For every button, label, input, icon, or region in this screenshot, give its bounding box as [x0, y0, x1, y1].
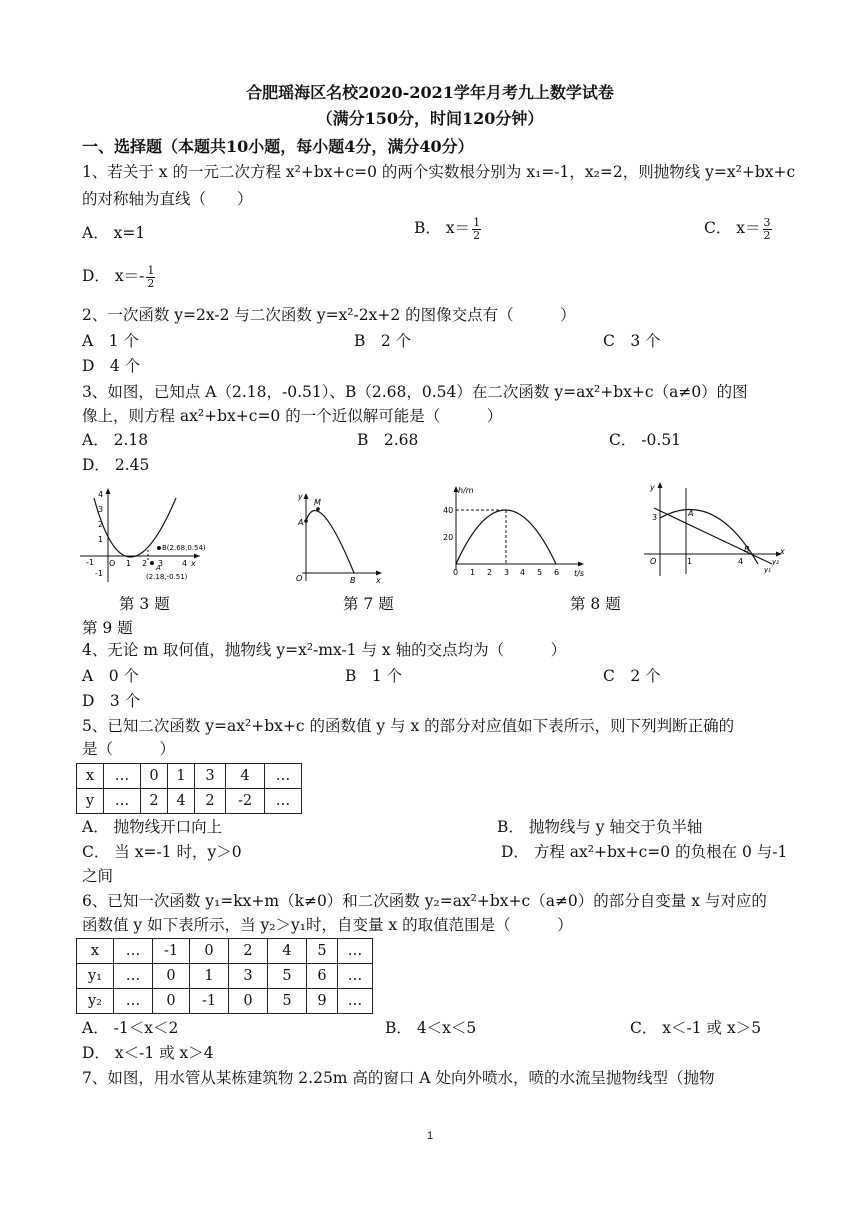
f9-xtick-1: 1 — [687, 557, 693, 566]
f3-x-label: x — [191, 559, 196, 568]
f9-point-b: B — [744, 545, 750, 554]
f3-xtick-3: 3 — [158, 559, 164, 568]
f8-xtick-5: 5 — [537, 568, 543, 577]
q6-value-table — [76, 938, 373, 1014]
f7-y-label: y — [298, 492, 303, 501]
f8-ytick-20: 20 — [443, 533, 454, 542]
q1-option-a: A． x=1 — [82, 224, 146, 242]
q5-option-d: D． 方程 ax²+bx+c=0 的负根在 0 与-1 — [501, 843, 788, 861]
table-cell: 0 — [153, 989, 190, 1014]
f3-ytick-3: 3 — [98, 505, 104, 514]
q1-stem-line2: 的对称轴为直线（ ） — [82, 190, 253, 208]
section-heading: 一、选择题（本题共10小题，每小题4分，满分40分） — [82, 137, 474, 156]
f9-label-y1: y₁ — [764, 566, 771, 574]
q2-stem: 2、一次函数 y=2x-2 与二次函数 y=x²-2x+2 的图像交点有（ ） — [82, 306, 576, 324]
table-cell: y₁ — [77, 964, 114, 989]
q3-option-d: D． 2.45 — [82, 456, 150, 474]
table-cell: … — [104, 764, 141, 789]
table-cell: -1 — [190, 989, 229, 1014]
f8-xtick-2: 2 — [487, 568, 493, 577]
f3-ytick-4: 4 — [98, 490, 104, 499]
q6-option-d: D． x＜-1 或 x＞4 — [82, 1044, 214, 1062]
f3-point-b: B(2.68,0.54) — [162, 544, 206, 552]
q6-stem-line1: 6、已知一次函数 y₁=kx+m（k≠0）和二次函数 y₂=ax²+bx+c（a≠0）的部分自变量 x 与对应的 — [82, 892, 767, 910]
table-cell: … — [338, 939, 373, 964]
f7-point-b: B — [350, 576, 356, 585]
table-cell: -1 — [153, 939, 190, 964]
table-cell: x — [77, 939, 114, 964]
table-cell: … — [104, 789, 141, 814]
q6-option-b: B． 4＜x＜5 — [385, 1019, 477, 1037]
f9-ytick-3: 3 — [652, 513, 658, 522]
table-cell: 1 — [190, 964, 229, 989]
table-cell: 4 — [168, 789, 195, 814]
table-row — [77, 764, 302, 789]
f3-point-a: A — [156, 564, 161, 572]
table-cell: 3 — [195, 764, 226, 789]
q7-stem-line1: 7、如图，用水管从某栋建筑物 2.25m 高的窗口 A 处向外喷水，喷的水流呈抛物线型（抛物 — [82, 1069, 715, 1087]
table-cell: … — [338, 964, 373, 989]
figure-q9-graph — [640, 478, 790, 580]
table-cell: … — [114, 989, 153, 1014]
table-cell: … — [114, 939, 153, 964]
table-cell: 9 — [307, 989, 338, 1014]
q5-option-b: B． 抛物线与 y 轴交于负半轴 — [497, 818, 703, 836]
page-title: 合肥瑶海区名校2020-2021学年月考九上数学试卷 — [246, 83, 614, 102]
q5-option-d-cont: 之间 — [82, 867, 114, 885]
q1-stem-line1: 1、若关于 x 的一元二次方程 x²+bx+c=0 的两个实数根分别为 x₁=-1，x₂=2，则抛物线 y=x²+bx+c — [82, 163, 796, 181]
page-subtitle: （满分150分，时间120分钟） — [316, 109, 544, 128]
q5-option-a: A． 抛物线开口向上 — [82, 818, 223, 836]
q5-stem-line2: 是（ ） — [82, 740, 176, 758]
q2-option-c: C 3 个 — [603, 332, 661, 350]
q2-option-b: B 2 个 — [354, 332, 412, 350]
f3-xtick-4: 4 — [182, 559, 188, 568]
f3-xtick-1: 1 — [126, 559, 132, 568]
table-cell: 0 — [141, 764, 168, 789]
table-row — [77, 789, 302, 814]
f7-point-m: M — [314, 498, 321, 507]
table-cell: 5 — [268, 964, 307, 989]
figure-q3-graph — [78, 484, 208, 584]
f3-origin: O — [109, 559, 116, 568]
q4-stem: 4、无论 m 取何值，抛物线 y=x²-mx-1 与 x 轴的交点均为（ ） — [82, 641, 567, 659]
f8-xtick-6: 6 — [554, 568, 560, 577]
table-cell: 0 — [229, 989, 268, 1014]
table-cell: 5 — [307, 939, 338, 964]
table-cell: 6 — [307, 964, 338, 989]
table-cell: 0 — [153, 964, 190, 989]
f9-x-label: x — [780, 547, 785, 556]
caption-fig7: 第 7 题 — [343, 595, 394, 613]
q6-option-c: C． x＜-1 或 x＞5 — [630, 1019, 762, 1037]
q5-option-c: C． 当 x=-1 时，y＞0 — [82, 843, 242, 861]
f9-y-label: y — [650, 483, 655, 492]
table-cell: … — [265, 789, 302, 814]
table-cell: 2 — [229, 939, 268, 964]
f8-ytick-40: 40 — [443, 506, 454, 515]
table-row — [77, 989, 373, 1014]
table-cell: … — [265, 764, 302, 789]
f9-label-y2: y₂ — [772, 558, 779, 566]
q3-option-b: B 2.68 — [357, 431, 419, 449]
f3-xtick-neg1: -1 — [86, 558, 94, 567]
table-cell: 4 — [226, 764, 265, 789]
f8-xtick-4: 4 — [520, 568, 526, 577]
q4-option-b: B 1 个 — [345, 667, 403, 685]
f3-ytick-neg1: -1 — [95, 569, 103, 578]
f7-point-a: A — [298, 518, 304, 527]
q4-option-a: A 0 个 — [82, 667, 139, 685]
f3-point-a-coords: (2.18,-0.51) — [146, 573, 188, 581]
table-cell: … — [114, 964, 153, 989]
caption-fig3: 第 3 题 — [119, 595, 170, 613]
f8-xtick-1: 1 — [470, 568, 476, 577]
f8-x-label: t/s — [574, 569, 584, 578]
q4-option-c: C 2 个 — [603, 667, 661, 685]
caption-fig9: 第 9 题 — [82, 619, 133, 637]
table-cell: 3 — [229, 964, 268, 989]
figure-q7-graph — [290, 487, 390, 585]
q3-option-a: A． 2.18 — [82, 431, 149, 449]
f9-point-a: A — [688, 509, 694, 518]
table-cell: 0 — [190, 939, 229, 964]
q6-stem-line2: 函数值 y 如下表所示，当 y₂＞y₁时，自变量 x 的取值范围是（ ） — [82, 916, 573, 934]
q2-option-a: A 1 个 — [82, 332, 139, 350]
table-row — [77, 964, 373, 989]
table-row — [77, 939, 373, 964]
q5-stem-line1: 5、已知二次函数 y=ax²+bx+c 的函数值 y 与 x 的部分对应值如下表所示，则下列判断正确的 — [82, 717, 735, 735]
f3-ytick-1: 1 — [98, 535, 104, 544]
f9-origin: O — [650, 557, 657, 566]
q1-option-c: C． x＝ $\frac{3}{2}$ — [704, 215, 771, 242]
q3-stem-line2: 像上，则方程 ax²+bx+c=0 的一个近似解可能是（ ） — [82, 407, 503, 425]
table-cell: -2 — [226, 789, 265, 814]
f7-x-label: x — [376, 576, 381, 585]
table-cell: y₂ — [77, 989, 114, 1014]
table-cell: 5 — [268, 989, 307, 1014]
table-cell: 2 — [141, 789, 168, 814]
figure-q8-graph — [440, 480, 590, 580]
q1-option-d: D． x＝- $\frac{1}{2}$ — [82, 263, 155, 290]
f8-xtick-3: 3 — [504, 568, 510, 577]
q4-option-d: D 3 个 — [82, 692, 141, 710]
f8-xtick-0: 0 — [453, 568, 459, 577]
f3-xtick-2: 2 — [142, 559, 148, 568]
f7-origin: O — [296, 574, 303, 583]
q3-option-c: C． -0.51 — [609, 431, 682, 449]
q3-stem-line1: 3、如图，已知点 A（2.18，-0.51）、B（2.68，0.54）在二次函数 y=ax²+bx+c（a≠0）的图 — [82, 383, 748, 401]
f8-y-label: h/m — [458, 486, 474, 495]
table-cell: … — [338, 989, 373, 1014]
table-cell: 4 — [268, 939, 307, 964]
q6-option-a: A． -1＜x＜2 — [82, 1019, 179, 1037]
table-cell: x — [77, 764, 104, 789]
f9-xtick-4: 4 — [738, 557, 744, 566]
f3-ytick-2: 2 — [98, 520, 104, 529]
q2-option-d: D 4 个 — [82, 357, 141, 375]
caption-fig8: 第 8 题 — [570, 595, 621, 613]
q5-value-table — [76, 763, 302, 814]
page-number: 1 — [426, 1130, 434, 1142]
q1-option-b: B． x＝ $\frac{1}{2}$ — [414, 215, 481, 242]
table-cell: y — [77, 789, 104, 814]
table-cell: 1 — [168, 764, 195, 789]
table-cell: 2 — [195, 789, 226, 814]
